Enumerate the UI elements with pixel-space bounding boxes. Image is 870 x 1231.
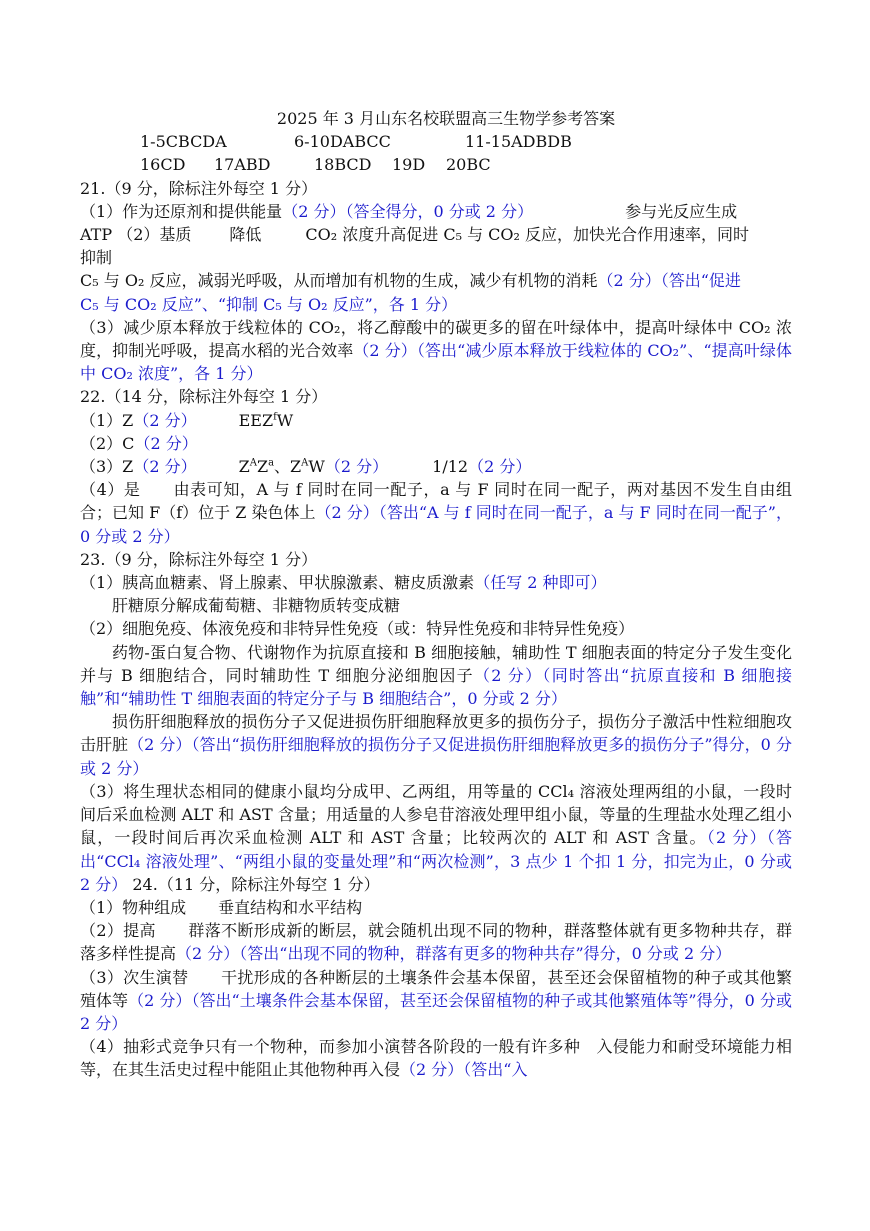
q23-line-2: 肝糖原分解成葡萄糖、非糖物质转变成糖 <box>112 596 401 616</box>
q22-ratio: 1/12 <box>432 457 469 477</box>
q22-answer-1: （1）Z <box>80 410 134 430</box>
q23-line-3: （2）细胞免疫、体液免疫和非特异性免疫（或：特异性免疫和非特异性免疫） <box>80 619 635 639</box>
q23-score-6: （2 分）（答出“CCl₄ 溶液处理”、“两组小鼠的变量处理”和“两次检测”，3 点少 1 个扣 1 分，扣完为止，0 分或 2 分） <box>80 828 792 894</box>
answer-key-18: 18BCD <box>314 155 372 175</box>
q23-answer-4: 药物-蛋白复合物、代谢物作为抗原直接和 B 细胞接触，辅助性 T 细胞表面的特定分子发生变化并与 B 细胞结合，同时辅助性 T 细胞分泌细胞因子 <box>80 642 792 685</box>
q24-score-3: （2 分）（答出“土壤条件会基本保留，甚至还会保留植物的种子或其他繁殖体等”得分，0 分或 2 分） <box>80 990 792 1033</box>
q24-answer-4: （4）抽彩式竞争只有一个物种，而参加小演替各阶段的一般有许多种 入侵能力和耐受环境能力相等，在其生活史过程中能阻止其他物种再入侵 <box>80 1037 792 1080</box>
q21-paragraph-2 <box>80 269 792 292</box>
q21-score-note-2: （2 分）（答出“促进 <box>597 271 741 291</box>
answer-key-row-1 <box>140 130 792 153</box>
q21-answer-1-cont: 参与光反应生成 <box>625 201 738 221</box>
q23-score-1: （任写 2 种即可） <box>474 573 607 593</box>
q21-score-note-3: （2 分）（答出“减少原本释放于线粒体的 CO₂”、“提高叶绿体中 CO₂ 浓度”，各 1 分） <box>80 341 792 384</box>
q23-answer-5: 损伤肝细胞释放的损伤分子又促进损伤肝细胞释放更多的损伤分子，损伤分子激活中性粒细胞攻击肝脏 <box>80 712 792 755</box>
q22-score-4: （2 分）（答出“A 与 f 同时在同一配子，a 与 F 同时在同一配子”，0 分或 2 分） <box>80 503 792 546</box>
q22-answer-2: （2）C <box>80 433 135 453</box>
q23-score-5: （2 分）（答出“损伤肝细胞释放的损伤分子又促进损伤肝细胞释放更多的损伤分子”得分，0 分或 2 分） <box>80 735 792 778</box>
answer-key-19: 19D <box>392 155 426 175</box>
q21-answer-3: （3）减少原本释放于线粒体的 CO₂，将乙醇酸中的碳更多的留在叶绿体中，提高叶绿体中 CO₂ 浓度，抑制光呼吸，提高水稻的光合效率 <box>80 317 792 361</box>
q22-genotype-w: W <box>276 410 294 430</box>
q21-answer-1: （1）作为还原剂和提供能量 <box>80 201 283 221</box>
q24-paragraph-4 <box>80 1035 792 1081</box>
q24-score-4: （2 分）（答出“入 <box>400 1060 528 1080</box>
q22-gt-z1: Z <box>238 457 250 477</box>
q22-gt-z2: Z <box>256 457 269 477</box>
q22-line-1 <box>80 409 792 432</box>
question-24-heading: 24.（11 分，除标注外每空 1 分） <box>132 874 380 894</box>
q21-paragraph-3 <box>80 316 792 386</box>
q24-score-2: （2 分）（答出“出现不同的物种，群落有更多的物种共存”得分，0 分或 2 分） <box>176 944 732 964</box>
q22-gt-w: W <box>308 457 325 477</box>
answer-key-1-5: 1-5CBCDA <box>140 132 227 152</box>
q22-score-3b: （2 分） <box>324 457 389 477</box>
answer-key-6-10: 6-10DABCC <box>294 132 391 152</box>
page-title: 2025 年 3 月山东名校联盟高三生物学参考答案 <box>276 109 616 128</box>
q23-paragraph-4 <box>80 641 792 711</box>
q22-gt-z3: 、Z <box>274 457 302 477</box>
q21-line-2 <box>80 223 792 246</box>
q21-answer-2c: CO₂ 浓度升高促进 C₅ 与 CO₂ 反应，加快光合作用速率，同时 <box>305 225 750 245</box>
q22-score-3c: （2 分） <box>468 457 532 477</box>
q24-answer-3: （3）次生演替 干扰形成的各种断层的土壤条件会基本保留，甚至还会保留植物的种子或其他繁殖体等 <box>80 967 792 1010</box>
answer-key-20: 20BC <box>446 155 491 175</box>
q21-answer-2a: ATP （2）基质 <box>80 225 192 245</box>
q22-line-2 <box>80 432 792 455</box>
q23-line-1 <box>80 571 792 594</box>
q22-line-3 <box>80 455 792 478</box>
q21-score-note-2-cont: C₅ 与 CO₂ 反应”、“抑制 C₅ 与 O₂ 反应”，各 1 分） <box>80 294 458 314</box>
q21-answer-2b: 降低 <box>229 225 262 245</box>
q24-line-1: （1）物种组成 垂直结构和水平结构 <box>80 897 363 917</box>
q23-answer-1: （1）胰高血糖素、肾上腺素、甲状腺激素、糖皮质激素 <box>80 573 475 593</box>
q23-answer-6: （3）将生理状态相同的健康小鼠均分成甲、乙两组，用等量的 CCl₄ 溶液处理两组的小鼠，一段时间后采血检测 ALT 和 AST 含量；用适量的人参皂苷溶液处理甲组小鼠，等量的生理盐水处理乙组小鼠，一段时间后再次采血检测 ALT 和 AST 含量；比较两次的 ALT 和 AST 含量。 <box>80 781 792 848</box>
q22-genotype-sup: f <box>273 411 277 423</box>
q22-paragraph-4 <box>80 478 792 548</box>
q21-line-3: 抑制 <box>80 248 113 268</box>
q24-paragraph-2 <box>80 919 792 965</box>
q23-paragraph-6 <box>80 780 792 896</box>
q22-gt-sup3: A <box>301 457 309 469</box>
q22-answer-3: （3）Z <box>80 457 134 477</box>
question-21-heading: 21.（9 分，除标注外每空 1 分） <box>80 178 318 198</box>
document-body <box>80 107 792 1082</box>
q21-score-note-1: （2 分）（答全得分，0 分或 2 分） <box>282 201 534 221</box>
q22-score-1: （2 分） <box>133 410 197 430</box>
q23-paragraph-5 <box>80 710 792 780</box>
q21-line-1 <box>80 200 792 223</box>
question-22-heading: 22.（14 分，除标注外每空 1 分） <box>80 387 328 407</box>
answer-key-11-15: 11-15ADBDB <box>465 132 572 152</box>
q22-answer-4: （4）是 由表可知，A 与 f 同时在同一配子，a 与 F 同时在同一配子，两对基因不发生自由组合；已知 F（f）位于 Z 染色体上 <box>80 480 792 523</box>
q22-score-2: （2 分） <box>134 433 198 453</box>
answer-key-16: 16CD <box>140 155 186 175</box>
q22-gt-sup2: a <box>268 457 275 469</box>
question-23-heading: 23.（9 分，除标注外每空 1 分） <box>80 549 318 569</box>
q22-genotype-1: EEZ <box>238 410 274 430</box>
answer-key-row-2 <box>140 153 792 176</box>
q24-answer-2: （2）提高 群落不断形成新的断层，就会随机出现不同的物种，群落整体就有更多物种共存，群落多样性提高 <box>80 921 792 964</box>
q22-score-3: （2 分） <box>133 457 197 477</box>
answer-key-17: 17ABD <box>214 155 271 175</box>
q23-score-4: （2 分）（同时答出“抗原直接和 B 细胞接触”和“辅助性 T 细胞表面的特定分子与 B 细胞结合”，0 分或 2 分） <box>80 665 792 709</box>
q24-paragraph-3 <box>80 966 792 1036</box>
q22-gt-sup1: A <box>249 457 257 469</box>
q21-answer-2d: C₅ 与 O₂ 反应，减弱光呼吸，从而增加有机物的生成，减少有机物的消耗 <box>80 271 598 291</box>
